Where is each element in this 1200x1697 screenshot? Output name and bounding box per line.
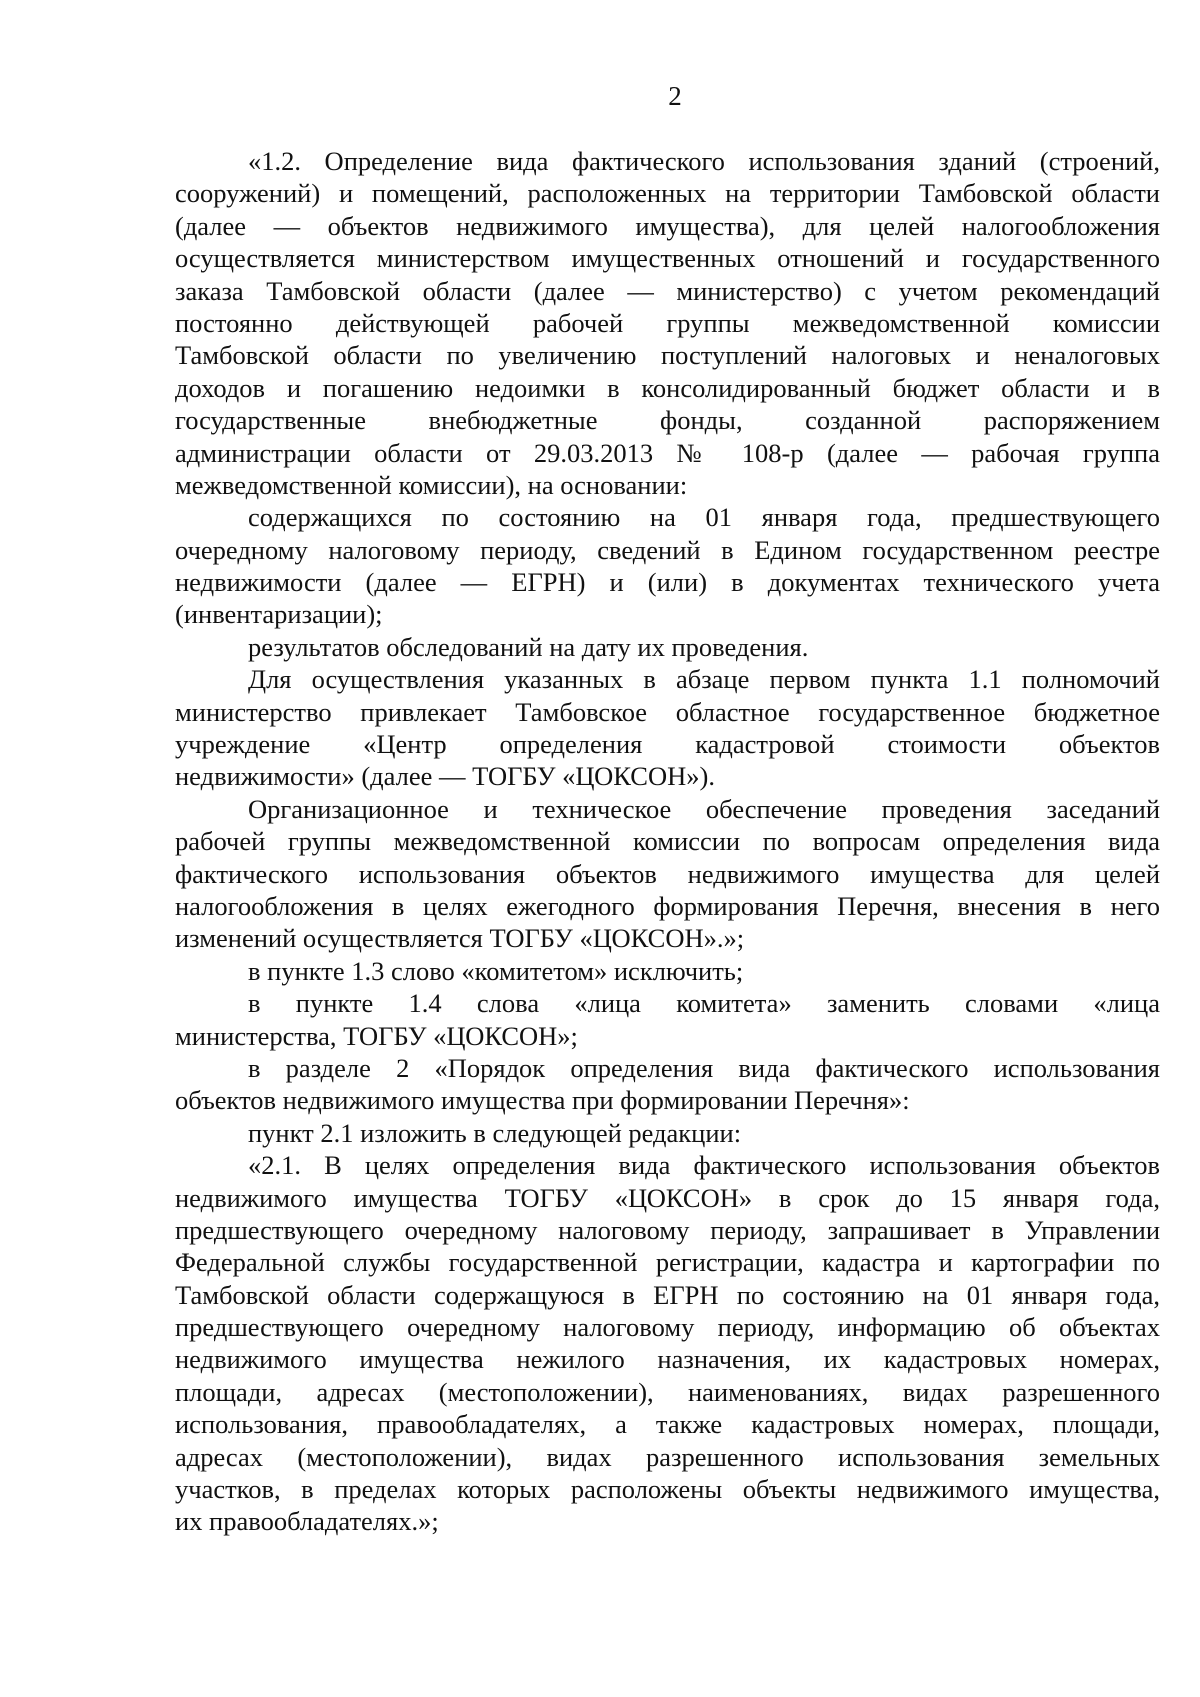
text-line: пункт 2.1 изложить в следующей редакции: (248, 1117, 742, 1148)
page-number: 2 (668, 81, 682, 111)
text-line: Федеральной службы государственной регистрации, кадастра и картографии по (175, 1247, 1160, 1278)
text-line: площади, адресах (местоположении), наименованиях, видах разрешенного (175, 1376, 1160, 1407)
text-line: «1.2. Определение вида фактического использования зданий (строений, (248, 146, 1160, 176)
text-line: учреждение «Центр определения кадастровой стоимости объектов (175, 729, 1160, 760)
text-line: в разделе 2 «Порядок определения вида фактического использования (248, 1052, 1160, 1083)
text-line: осуществляется министерством имущественных отношений и государственного (175, 243, 1160, 274)
text-line: фактического использования объектов недвижимого имущества для целей (175, 858, 1160, 889)
text-line: адресах (местоположении), видах разрешенного использования земельных (175, 1441, 1160, 1472)
text-line: их правообладателях.»; (175, 1506, 439, 1537)
text-line: участков, в пределах которых расположены объекты недвижимого имущества, (175, 1474, 1160, 1505)
text-line: министерства, ТОГБУ «ЦОКСОН»; (175, 1020, 578, 1051)
text-line: сооружений) и помещений, расположенных на территории Тамбовской области (175, 178, 1160, 209)
text-line: недвижимости» (далее — ТОГБУ «ЦОКСОН»). (175, 761, 715, 792)
text-line: предшествующего очередному налоговому периоду, запрашивает в Управлении (175, 1214, 1160, 1245)
text-line: министерство привлекает Тамбовское областное государственное бюджетное (175, 696, 1160, 727)
text-line: (далее — объектов недвижимого имущества), для целей налогообложения (175, 210, 1160, 241)
text-line: недвижимого имущества ТОГБУ «ЦОКСОН» в срок до 15 января года, (175, 1182, 1160, 1213)
text-line: в пункте 1.3 слово «комитетом» исключить; (248, 955, 744, 986)
text-line: Организационное и техническое обеспечение проведения заседаний (248, 793, 1160, 824)
text-line: недвижимости (далее — ЕГРН) и (или) в документах технического учета (175, 567, 1160, 598)
text-line: рабочей группы межведомственной комиссии по вопросам определения вида (175, 826, 1160, 857)
text-line: Тамбовской области по увеличению поступлений налоговых и неналоговых (175, 340, 1160, 371)
text-line: постоянно действующей рабочей группы межведомственной комиссии (175, 307, 1160, 338)
text-line: налогообложения в целях ежегодного формирования Перечня, внесения в него (175, 890, 1160, 921)
text-line: Тамбовской области содержащуюся в ЕГРН по состоянию на 01 января года, (175, 1279, 1160, 1310)
text-line: результатов обследований на дату их проведения. (248, 631, 809, 662)
text-line: недвижимого имущества нежилого назначения, их кадастровых номерах, (175, 1344, 1160, 1375)
text-line: государственные внебюджетные фонды, созданной распоряжением (175, 405, 1160, 436)
text-line: «2.1. В целях определения вида фактического использования объектов (248, 1150, 1160, 1181)
text-line: предшествующего очередному налоговому периоду, информацию об объектах (175, 1312, 1160, 1343)
text-line: в пункте 1.4 слова «лица комитета» заменить словами «лица (248, 988, 1160, 1019)
text-line: доходов и погашению недоимки в консолидированный бюджет области и в (175, 372, 1160, 403)
text-line: Для осуществления указанных в абзаце первом пункта 1.1 полномочий (248, 664, 1160, 695)
text-line: очередному налоговому периоду, сведений в Едином государственном реестре (175, 534, 1160, 565)
document-body (175, 145, 1160, 1538)
text-line: изменений осуществляется ТОГБУ «ЦОКСОН».»; (175, 923, 745, 954)
text-line: использования, правообладателях, а также кадастровых номерах, площади, (175, 1409, 1160, 1440)
text-line: межведомственной комиссии), на основании: (175, 469, 688, 500)
text-line: администрации области от 29.03.2013 № 108-р (далее — рабочая группа (175, 437, 1160, 468)
text-line: заказа Тамбовской области (далее — министерство) с учетом рекомендаций (175, 275, 1160, 306)
text-line: (инвентаризации); (175, 599, 383, 630)
text-line: объектов недвижимого имущества при формировании Перечня»: (175, 1085, 910, 1116)
text-line: содержащихся по состоянию на 01 января года, предшествующего (248, 502, 1160, 533)
